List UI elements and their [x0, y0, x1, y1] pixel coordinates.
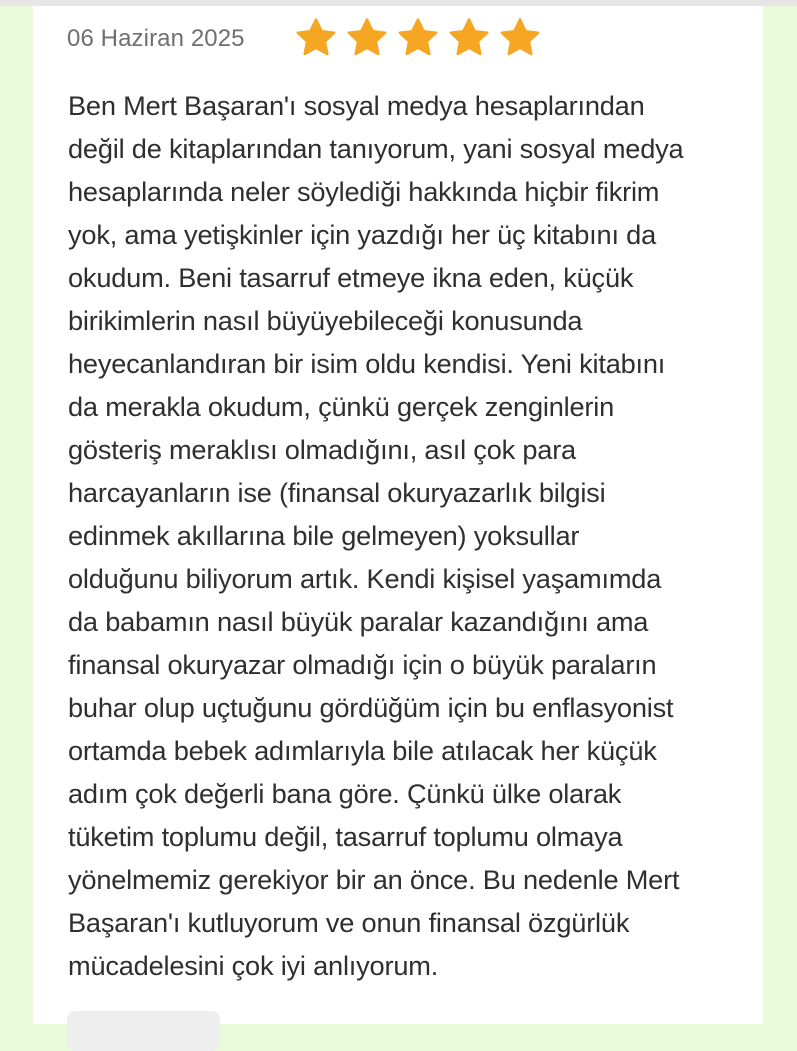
review-text-line: okudum. Beni tasarruf etmeye ikna eden, küçük	[68, 262, 634, 293]
review-card	[33, 6, 763, 1024]
review-text-line: tüketim toplumu değil, tasarruf toplumu olmaya	[68, 821, 623, 852]
star-icon	[398, 17, 438, 57]
review-text-line: değil de kitaplarından tanıyorum, yani sosyal medya	[68, 133, 684, 164]
review-text-line: mücadelesini çok iyi anlıyorum.	[68, 950, 439, 981]
review-text-line: olduğunu biliyorum artık. Kendi kişisel yaşamımda	[68, 563, 662, 594]
star-icon	[449, 17, 489, 57]
read-more-button[interactable]	[67, 1011, 220, 1051]
review-date: 06 Haziran 2025	[67, 25, 245, 52]
star-icon	[296, 17, 336, 57]
star-icon	[347, 17, 387, 57]
review-text-line: adım çok değerli bana göre. Çünkü ülke olarak	[68, 778, 622, 809]
review-header	[67, 16, 551, 62]
review-text-line: Başaran'ı kutluyorum ve onun finansal özgürlük	[68, 907, 630, 938]
review-text-line: da babamın nasıl büyük paralar kazandığını ama	[68, 606, 649, 637]
review-text-line: da merakla okudum, çünkü gerçek zenginlerin	[68, 391, 615, 422]
review-text-line: heyecanlandıran bir isim oldu kendisi. Yeni kitabını	[68, 348, 666, 379]
review-text-line: harcayanların ise (finansal okuryazarlık bilgisi	[68, 477, 606, 508]
review-text-line: buhar olup uçtuğunu gördüğüm için bu enflasyonist	[68, 692, 674, 723]
star-rating	[296, 17, 551, 57]
review-text-line: yok, ama yetişkinler için yazdığı her üç kitabını da	[68, 219, 657, 250]
review-text-line: Ben Mert Başaran'ı sosyal medya hesaplarından	[68, 90, 645, 121]
star-icon	[500, 17, 540, 57]
review-text	[68, 84, 748, 987]
review-text-line: birikimlerin nasıl büyüyebileceği konusunda	[68, 305, 583, 336]
review-text-line: hesaplarında neler söylediği hakkında hiçbir fikrim	[68, 176, 660, 207]
review-text-line: finansal okuryazar olmadığı için o büyük paraların	[68, 649, 657, 680]
review-text-line: yönelmemiz gerekiyor bir an önce. Bu nedenle Mert	[68, 864, 680, 895]
review-text-line: gösteriş meraklısı olmadığını, asıl çok para	[68, 434, 576, 465]
review-text-line: edinmek akıllarına bile gelmeyen) yoksullar	[68, 520, 580, 551]
review-text-line: ortamda bebek adımlarıyla bile atılacak her küçük	[68, 735, 657, 766]
